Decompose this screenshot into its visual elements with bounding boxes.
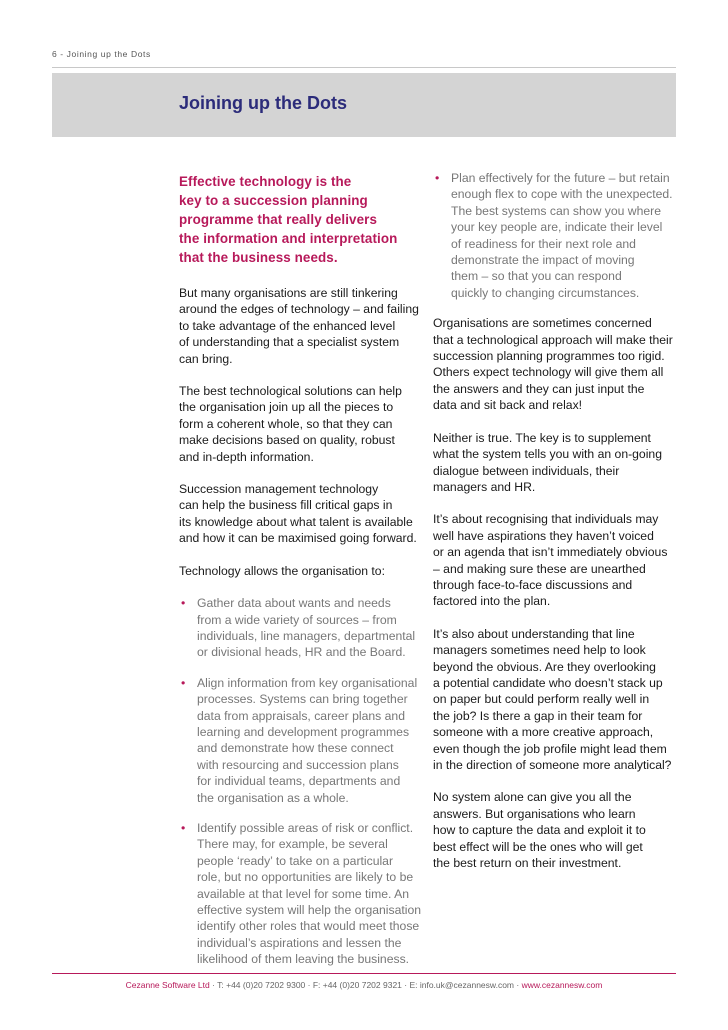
paragraph: Organisations are sometimes concerned that a technological approach will make their succession planning programmes too rigid. Others expect technology will give them all the answers and they can just input the data and sit back and relax!: [433, 316, 673, 413]
bullet-icon: •: [181, 596, 186, 611]
paragraph: No system alone can give you all the answers. But organisations who learn how to capture the data and exploit it to best effect will be the ones who will get the best return on their investment.: [433, 790, 646, 871]
bullet-item: [433, 170, 681, 301]
title-band: [52, 73, 676, 137]
bullet-text: Identify possible areas of risk or conflict. There may, for example, be several people ‘ready’ to take on a particular role, but no opportunities are likely to be available at that level for some time. An effective system will help the organisation identify other roles that would meet those individual’s aspirations and lessen the likelihood of them leaving the business.: [197, 820, 422, 967]
paragraph: Technology allows the organisation to:: [179, 563, 385, 578]
bullet-icon: •: [181, 820, 186, 835]
paragraph: It’s about recognising that individuals may well have aspirations they haven’t voiced or an agenda that isn’t immediately obvious – and making sure these are unearthed through face-to-face discussions and factored into the plan.: [433, 512, 668, 609]
footer-contact: · T: +44 (0)20 7202 9300 · F: +44 (0)20 7202 9321 · E: info.uk@cezannesw.com ·: [209, 980, 522, 990]
right-column: [433, 170, 681, 887]
footer-website-link[interactable]: www.cezannesw.com: [521, 980, 603, 990]
bullet-item: [179, 820, 423, 968]
paragraph: It’s also about understanding that line managers sometimes need help to look beyond the obvious. Are they overlooking a potential candidate who doesn’t stack up on paper but could perform really well in the job? Is there a gap in their team for someone with a more creative approach, even though the job profile might lead them in the direction of someone more analytical?: [433, 626, 672, 772]
header-divider: [52, 67, 676, 68]
running-head: 6 - Joining up the Dots: [52, 49, 151, 59]
paragraph: The best technological solutions can help the organisation join up all the pieces to form a coherent whole, so that they can make decisions based on quality, robust and in-depth information.: [179, 384, 402, 464]
bullet-text: Plan effectively for the future – but retain enough flex to cope with the unexpected. The best systems can show you where your key people are, indicate their level of readiness for their next role and demonstrate the impact of moving them – so that you can respond quickly to changing circumstances.: [451, 171, 673, 300]
paragraph: Succession management technology can help the business fill critical gaps in its knowledge about what talent is available and how it can be maximised going forward.: [179, 482, 417, 546]
bullet-text: Gather data about wants and needs from a wide variety of sources – from individuals, line managers, departmental or divisional heads, HR and the Board.: [197, 596, 416, 660]
bullet-item: [179, 595, 423, 661]
footer-divider: [52, 973, 676, 974]
bullet-icon: •: [181, 675, 186, 690]
bullet-text: Align information from key organisational processes. Systems can bring together data from appraisals, career plans and learning and development programmes and demonstrate how these connect with resourcing and succession plans for individual teams, departments and the organisation as a whole.: [197, 675, 418, 805]
paragraph: But many organisations are still tinkering around the edges of technology – and failing to take advantage of the enhanced level of understanding that a specialist system can bring.: [179, 286, 419, 366]
page-title: Joining up the Dots: [179, 93, 347, 113]
paragraph: Neither is true. The key is to supplement what the system tells you with an on-going dialogue between individuals, their managers and HR.: [433, 430, 662, 494]
left-column: [179, 172, 423, 982]
footer-company: Cezanne Software Ltd: [125, 980, 210, 990]
footer: [0, 980, 728, 990]
bullet-item: [179, 675, 423, 806]
bullet-icon: •: [435, 171, 440, 185]
lead-statement: Effective technology is the key to a succession planning programme that really delivers the information and interpretation that the business needs.: [179, 174, 398, 265]
